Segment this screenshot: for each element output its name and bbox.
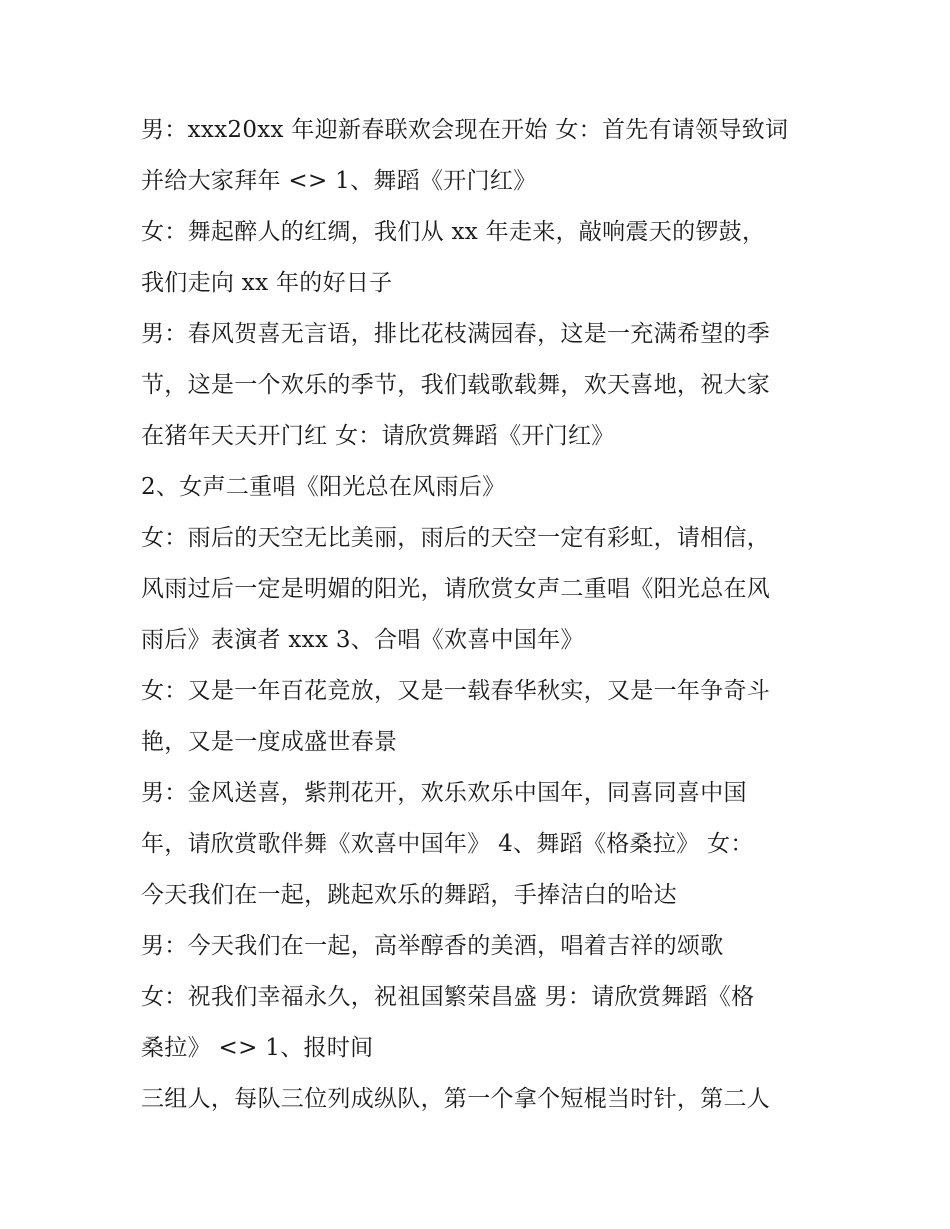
text-line-10: 风雨过后一定是明媚的阳光，请欣赏女声二重唱《阳光总在风 xyxy=(141,576,771,602)
text-line-4: 我们走向 xx 年的好日子 xyxy=(141,270,393,296)
text-line-19: 桑拉》 <> 1、报时间 xyxy=(141,1035,374,1061)
text-line-3: 女：舞起醉人的红绸，我们从 xx 年走来，敲响震天的锣鼓， xyxy=(141,219,766,245)
text-line-15: 年，请欣赏歌伴舞《欢喜中国年》 4、舞蹈《格桑拉》 女： xyxy=(141,831,754,857)
text-line-20: 三组人，每队三位列成纵队，第一个拿个短棍当时针，第二人 xyxy=(141,1086,771,1112)
text-line-7: 在猪年天天开门红 女：请欣赏舞蹈《开门红》 xyxy=(141,423,615,449)
text-line-1: 男：xxx20xx 年迎新春联欢会现在开始 女：首先有请领导致词 xyxy=(141,117,789,143)
text-line-11: 雨后》表演者 xxx 3、合唱《欢喜中国年》 xyxy=(141,627,584,653)
text-line-18: 女：祝我们幸福永久，祝祖国繁荣昌盛 男：请欣赏舞蹈《格 xyxy=(141,984,755,1010)
text-line-12: 女：又是一年百花竞放，又是一载春华秋实，又是一年争奇斗 xyxy=(141,678,771,704)
text-line-6: 节，这是一个欢乐的季节，我们载歌载舞，欢天喜地，祝大家 xyxy=(141,372,771,398)
text-line-13: 艳，又是一度成盛世春景 xyxy=(141,729,398,755)
text-line-5: 男：春风贺喜无言语，排比花枝满园春，这是一充满希望的季 xyxy=(141,321,771,347)
text-line-2: 并给大家拜年 <> 1、舞蹈《开门红》 xyxy=(141,168,537,194)
text-line-17: 男：今天我们在一起，高举醇香的美酒，唱着吉祥的颂歌 xyxy=(141,933,724,959)
text-line-9: 女：雨后的天空无比美丽，雨后的天空一定有彩虹，请相信， xyxy=(141,525,771,551)
text-line-8: 2、女声二重唱《阳光总在风雨后》 xyxy=(141,474,506,500)
text-line-16: 今天我们在一起，跳起欢乐的舞蹈，手捧洁白的哈达 xyxy=(141,882,677,908)
document-body xyxy=(141,110,821,1130)
text-line-14: 男：金风送喜，紫荆花开，欢乐欢乐中国年，同喜同喜中国 xyxy=(141,780,747,806)
